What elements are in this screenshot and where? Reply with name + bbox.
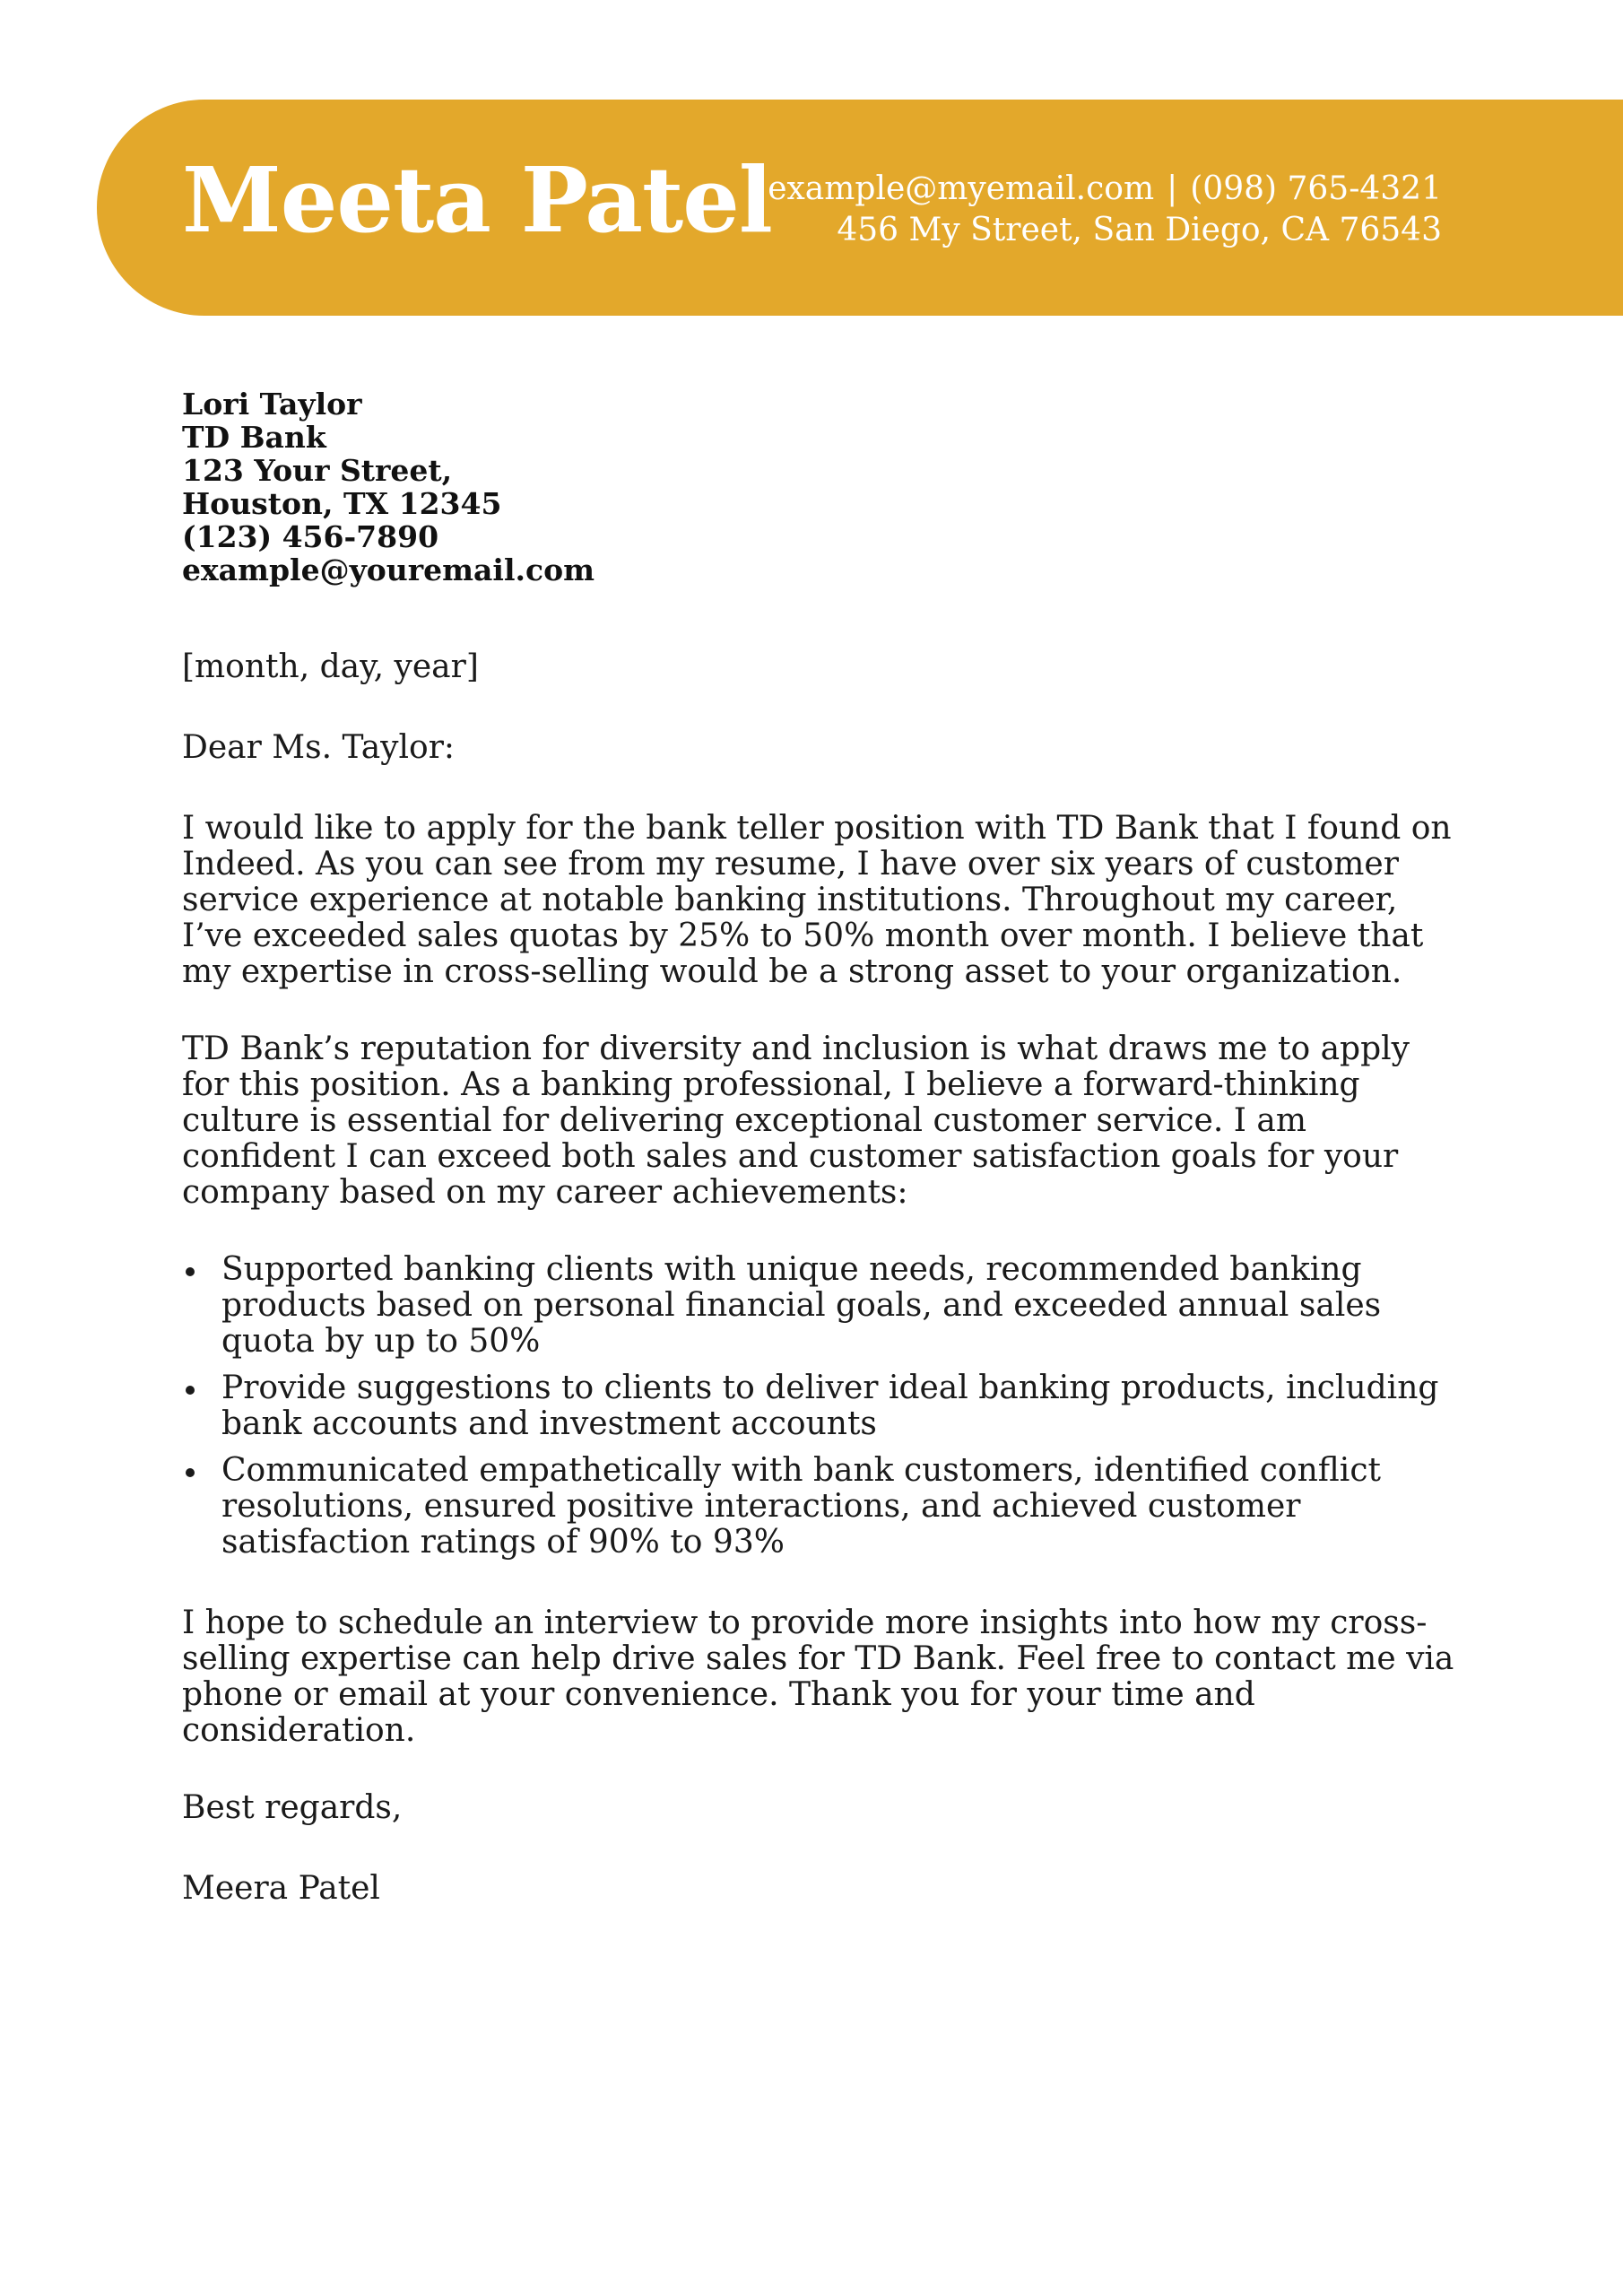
list-item (182, 1453, 1455, 1561)
list-item (182, 1252, 1455, 1360)
letter-body (182, 649, 1455, 1907)
contact-separator: | (1167, 170, 1178, 207)
letter-paragraph-2: TD Bank’s reputation for diversity and inclusion is what draws me to apply for this position. As a banking professional, I believe a forward-thinking culture is essential for delivering exceptional customer service. I am confident I can exceed both sales and customer satisfaction goals for your company based on my career achievements: (182, 1031, 1410, 1211)
sender-address: 456 My Street, San Diego, CA 76543 (837, 212, 1442, 248)
bullet-icon (186, 1468, 195, 1477)
list-item-text: Supported banking clients with unique needs, recommended banking products based on personal financial goals, and exceeded annual sales quota by up to 50% (221, 1251, 1382, 1360)
letter-paragraph-1: I would like to apply for the bank teller position with TD Bank that I found on Indeed. As you can see from my resume, I have over six years of customer service experience at notable banking institutions. Throughout my career, I’ve exceeded sales quotas by 25% to 50% month over month. I believe that my expertise in cross-selling would be a strong asset to your organization. (182, 810, 1452, 990)
recipient-street: 123 Your Street, (182, 453, 453, 488)
letter-salutation: Dear Ms. Taylor: (182, 729, 456, 766)
recipient-company: TD Bank (182, 420, 326, 455)
sender-contact (768, 169, 1442, 251)
letter-date: [month, day, year] (182, 648, 479, 685)
letter-signature: Meera Patel (182, 1870, 380, 1907)
list-item-text: Communicated empathetically with bank customers, identified conflict resolutions, ensured positive interactions, and achieved customer satisfaction ratings of 90% to 93% (221, 1452, 1381, 1561)
recipient-email[interactable]: example@youremail.com (182, 552, 595, 587)
sender-phone[interactable]: (098) 765-4321 (1190, 170, 1442, 207)
sender-email[interactable]: example@myemail.com (768, 170, 1155, 207)
list-item-text: Provide suggestions to clients to deliver ideal banking products, including bank accounts and investment accounts (221, 1370, 1439, 1442)
achievements-list (182, 1252, 1455, 1561)
recipient-block (182, 387, 595, 587)
letter-paragraph-3: I hope to schedule an interview to provide more insights into how my cross-selling expertise can help drive sales for TD Bank. Feel free to contact me via phone or email at your convenience. Thank you for your time and consideration. (182, 1605, 1454, 1749)
bullet-icon (186, 1267, 195, 1276)
sender-name: Meeta Patel (182, 147, 772, 253)
sender-contact-line-1 (768, 169, 1442, 210)
recipient-name: Lori Taylor (182, 387, 362, 422)
list-item (182, 1370, 1455, 1442)
letter-closing: Best regards, (182, 1789, 403, 1826)
bullet-icon (186, 1386, 195, 1395)
recipient-phone[interactable]: (123) 456-7890 (182, 519, 439, 554)
recipient-city: Houston, TX 12345 (182, 486, 502, 521)
